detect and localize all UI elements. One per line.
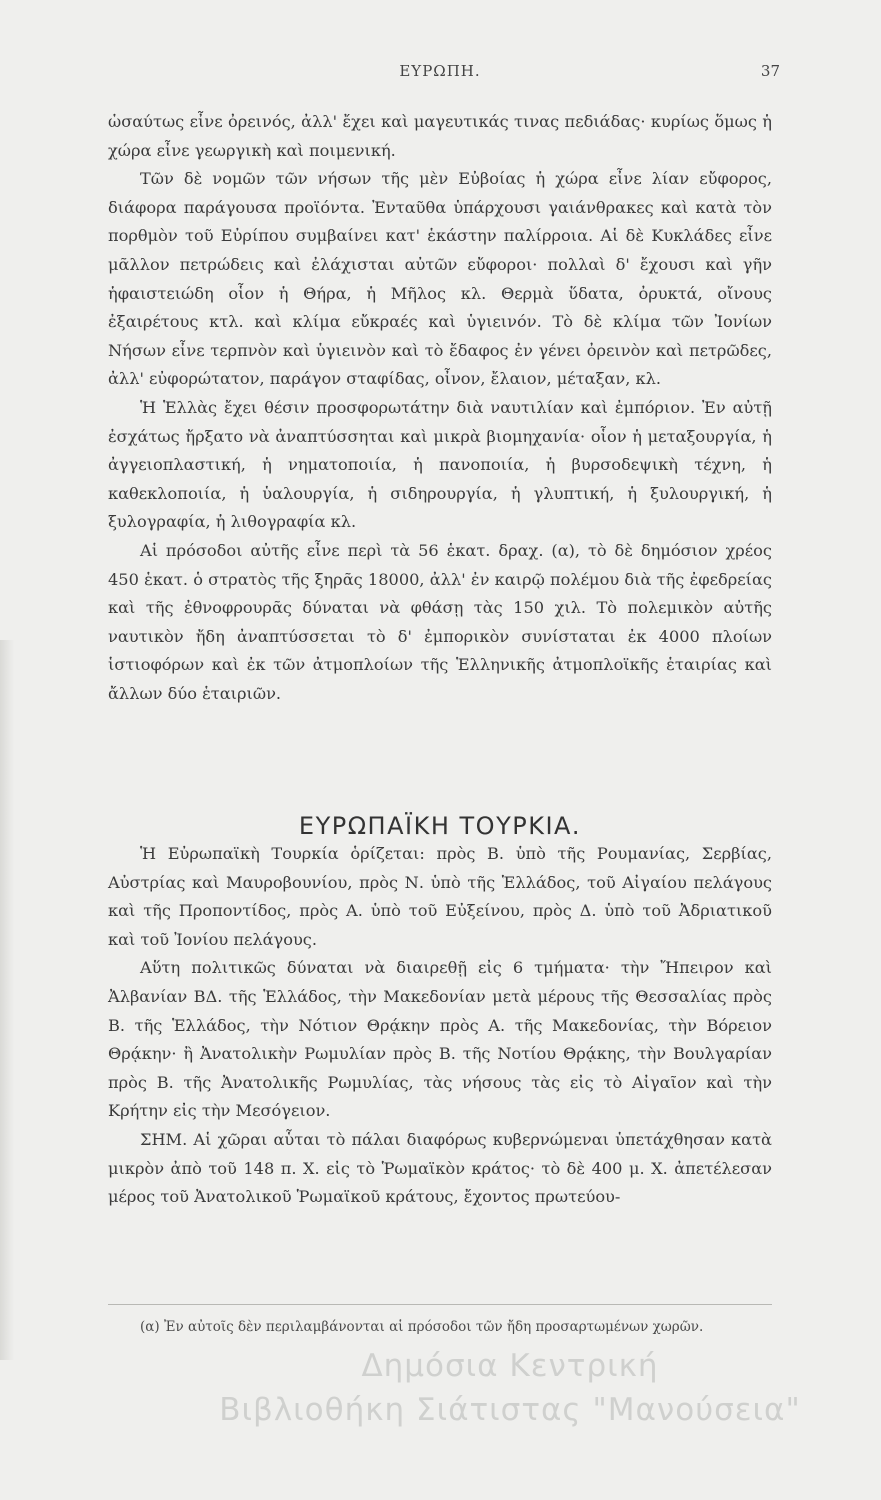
footnote bbox=[108, 1316, 772, 1338]
running-title: ΕΥΡΩΠΗ. bbox=[399, 62, 481, 80]
paragraph: Ἡ Ἑλλὰς ἔχει θέσιν προσφορωτάτην διὰ ναυτιλίαν καὶ ἐμπόριον. Ἐν αὐτῇ ἐσχάτως ἤρξατο νὰ ἀναπτύσσηται καὶ μικρὰ βιομηχανία· οἷον ἡ μεταξουργία, ἡ ἀγγειοπλαστική, ἡ νηματοποιία, ἡ πανοποιία, ἡ βυρσοδεψικὴ τέχνη, ἡ καθεκλοποιία, ἡ ὑαλουργία, ἡ σιδηρουργία, ἡ γλυπτική, ἡ ξυλουργική, ἡ ξυλογραφία, ἡ λιθογραφία κλ. bbox=[108, 397, 772, 532]
paragraph: Τῶν δὲ νομῶν τῶν νήσων τῆς μὲν Εὐβοίας ἡ χώρα εἶνε λίαν εὔφορος, διάφορα παράγουσα προϊόντα. Ἐνταῦθα ὑπάρχουσι γαιάνθρακες καὶ κατὰ τὸν πορθμὸν τοῦ Εὐρίπου συμβαίνει κατ' ἑκάστην παλίρροια. Αἱ δὲ Κυκλάδες εἶνε μᾶλλον πετρώδεις καὶ ἐλάχισται αὐτῶν εὔφοροι· πολλαὶ δ' ἔχουσι καὶ γῆν ἡφαιστειώδη οἷον ἡ Θήρα, ἡ Μῆλος κλ. Θερμὰ ὕδατα, ὀρυκτά, οἴνους ἐξαιρέτους κτλ. καὶ κλίμα εὔκραές καὶ ὑγιεινόν. Τὸ δὲ κλίμα τῶν Ἰονίων Νήσων εἶνε τερπνὸν καὶ ὑγιεινὸν καὶ τὸ ἔδαφος ἐν γένει ὀρεινὸν καὶ πετρῶδες, ἀλλ' εὐφορώτατον, παράγον σταφίδας, οἶνον, ἔλαιον, μέταξαν, κλ. bbox=[108, 169, 772, 389]
footnote-text: (α) Ἐν αὐτοῖς δὲν περιλαμβάνονται αἱ πρόσοδοι τῶν ἤδη προσαρτωμένων χωρῶν. bbox=[140, 1319, 704, 1335]
page-number: 37 bbox=[760, 62, 780, 80]
main-text bbox=[108, 108, 772, 708]
section-heading: ΕΥΡΩΠΑΪΚΗ ΤΟΥΡΚΙΑ. bbox=[298, 812, 582, 840]
paragraph: ΣΗΜ. Αἱ χῶραι αὗται τὸ πάλαι διαφόρως κυβερνώμεναι ὑπετάχθησαν κατὰ μικρὸν ἀπὸ τοῦ 148 π. Χ. εἰς τὸ Ῥωμαϊκὸν κράτος· τὸ δὲ 400 μ. Χ. ἀπετέλεσαν μέρος τοῦ Ἀνατολικοῦ Ῥωμαϊκοῦ κράτους, ἔχοντος πρωτεύου- bbox=[108, 1129, 772, 1207]
library-watermark-line-1: Δημόσια Κεντρική bbox=[361, 1348, 659, 1384]
footnote-divider bbox=[108, 1304, 772, 1305]
paragraph: ὡσαύτως εἶνε ὀρεινός, ἀλλ' ἔχει καὶ μαγευτικάς τινας πεδιάδας· κυρίως ὅμως ἡ χώρα εἶνε γεωργικὴ καὶ ποιμενική. bbox=[108, 112, 772, 160]
section-text bbox=[108, 840, 772, 1212]
paragraph: Αἱ πρόσοδοι αὐτῆς εἶνε περὶ τὰ 56 ἑκατ. δραχ. (α), τὸ δὲ δημόσιον χρέος 450 ἑκατ. ὁ στρατὸς τῆς ξηρᾶς 18000, ἀλλ' ἐν καιρῷ πολέμου διὰ τῆς ἐφεδρείας καὶ τῆς ἐθνοφρουρᾶς δύναται νὰ φθάσῃ τὰς 150 χιλ. Τὸ πολεμικὸν αὐτῆς ναυτικὸν ἤδη ἀναπτύσσεται τὸ δ' ἐμπορικὸν συνίσταται ἐκ 4000 πλοίων ἱστιοφόρων καὶ ἐκ τῶν ἀτμοπλοίων τῆς Ἑλληνικῆς ἀτμοπλοϊκῆς ἑταιρίας καὶ ἄλλων δύο ἑταιριῶν. bbox=[108, 540, 772, 703]
binding-shadow bbox=[0, 640, 14, 1360]
paragraph: Αὕτη πολιτικῶς δύναται νὰ διαιρεθῇ εἰς 6 τμήματα· τὴν Ἤπειρον καὶ Ἀλβανίαν ΒΔ. τῆς Ἑλλάδος, τὴν Μακεδονίαν μετὰ μέρους τῆς Θεσσαλίας πρὸς Β. τῆς Ἑλλάδος, τὴν Νότιον Θρᾴκην πρὸς Α. τῆς Μακεδονίας, τὴν Βόρειον Θρᾴκην· ἢ Ἀνατολικὴν Ρωμυλίαν πρὸς Β. τῆς Νοτίου Θρᾴκης, τὴν Βουλγαρίαν πρὸς Β. τῆς Ἀνατολικῆς Ρωμυλίας, τὰς νήσους τὰς εἰς τὸ Αἰγαῖον καὶ τὴν Κρήτην εἰς τὴν Μεσόγειον. bbox=[108, 958, 772, 1121]
library-watermark-line-2: Βιβλιοθήκη Σιάτιστας "Μανούσεια" bbox=[219, 1392, 801, 1428]
running-head bbox=[100, 62, 780, 86]
paragraph: Ἡ Εὐρωπαϊκὴ Τουρκία ὁρίζεται: πρὸς Β. ὑπὸ τῆς Ρουμανίας, Σερβίας, Αὐστρίας καὶ Μαυροβουνίου, πρὸς Ν. ὑπὸ τῆς Ἑλλάδος, τοῦ Αἰγαίου πελάγους καὶ τῆς Προποντίδος, πρὸς Α. ὑπὸ τοῦ Εὐξείνου, πρὸς Δ. ὑπὸ τοῦ Ἀδριατικοῦ καὶ τοῦ Ἰονίου πελάγους. bbox=[108, 844, 772, 949]
